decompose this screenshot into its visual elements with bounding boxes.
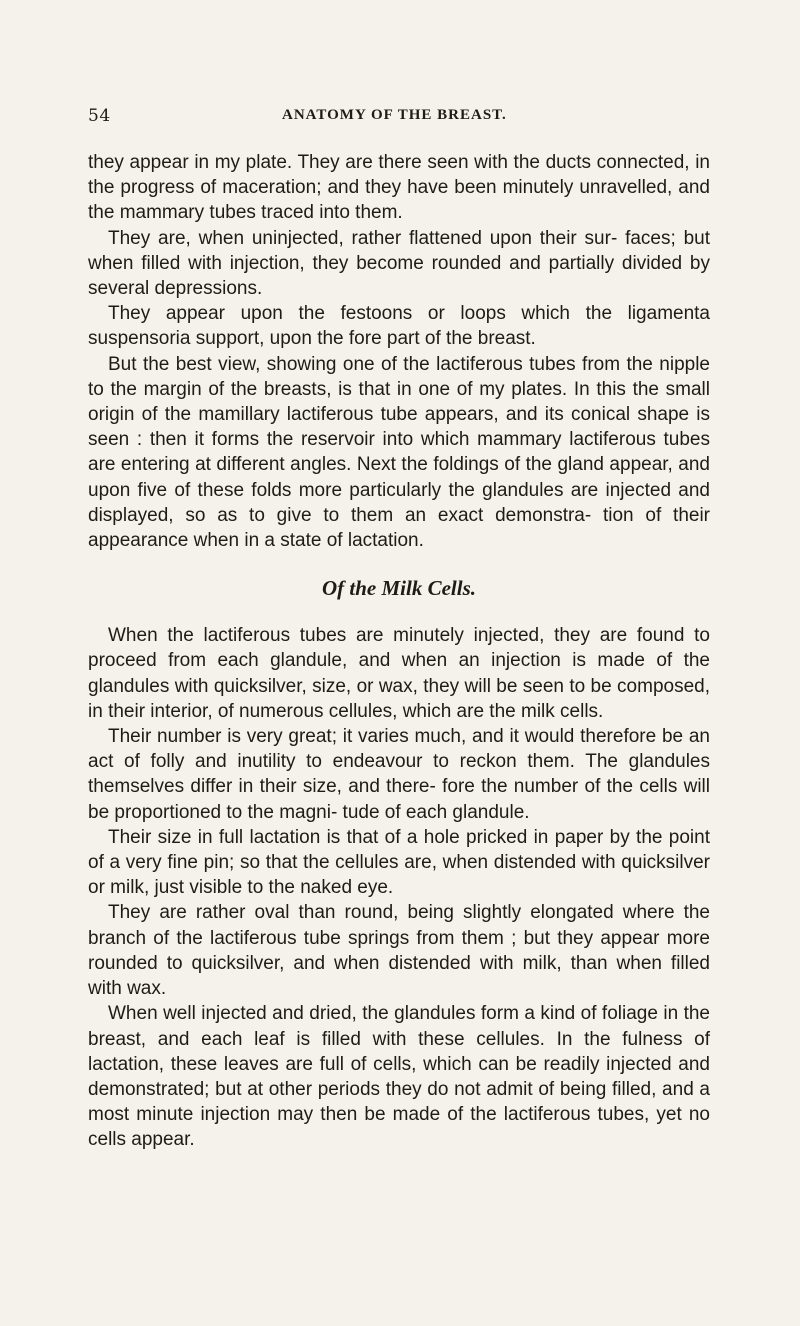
body-text: [88, 150, 710, 1153]
running-head: ANATOMY OF THE BREAST.: [282, 107, 507, 123]
paragraph: they appear in my plate. They are there seen with the ducts connected, in the progress of maceration; and they have been minutely unravelled, and the mammary tubes traced into them.: [88, 152, 710, 224]
paragraph: Their number is very great; it varies much, and it would therefore be an act of folly and inutility to endeavour to reckon them. The glandules themselves differ in their size, and there- fore the number of the cells will be proportioned to the magni- tude of each glandule.: [88, 726, 710, 823]
page-header: [88, 106, 708, 136]
paragraph: They are rather oval than round, being slightly elongated where the branch of the lactiferous tube springs from them ; but they appear more rounded to quicksilver, and when distended with milk, than when filled with wax.: [88, 902, 710, 1000]
section-title: Of the Milk Cells.: [321, 576, 476, 601]
paragraph: When well injected and dried, the glandules form a kind of foliage in the breast, and each leaf is filled with these cellules. In the fulness of lactation, these leaves are full of cells, which can be readily injected and demonstrated; but at other periods they do not admit of being filled, and a most minute injection may then be made of the lactiferous tubes, yet no cells appear.: [88, 1003, 710, 1151]
page-number: 54: [88, 106, 111, 126]
paragraph: When the lactiferous tubes are minutely injected, they are found to proceed from each glandule, and when an injection is made of the glandules with quicksilver, size, or wax, they will be seen to be composed, in their interior, of numerous cellules, which are the milk cells.: [88, 625, 710, 722]
paragraph: They are, when uninjected, rather flattened upon their sur- faces; but when filled with injection, they become rounded and partially divided by several depressions.: [88, 227, 710, 300]
paragraph: But the best view, showing one of the lactiferous tubes from the nipple to the margin of the breasts, is that in one of my plates. In this the small origin of the mamillary lactiferous tube appears, and its conical shape is seen : then it forms the reservoir into which mammary lactiferous tubes are entering at different angles. Next the foldings of the gland appear, and upon five of these folds more particularly the glandules are injected and displayed, so as to give to them an exact demonstra- tion of their appearance when in a state of lactation.: [88, 353, 710, 552]
paragraph: They appear upon the festoons or loops which the ligamenta suspensoria support, upon the fore part of the breast.: [88, 303, 710, 350]
paragraph: Their size in full lactation is that of a hole pricked in paper by the point of a very fine pin; so that the cellules are, when distended with quicksilver or milk, just visible to the naked eye.: [88, 826, 710, 899]
